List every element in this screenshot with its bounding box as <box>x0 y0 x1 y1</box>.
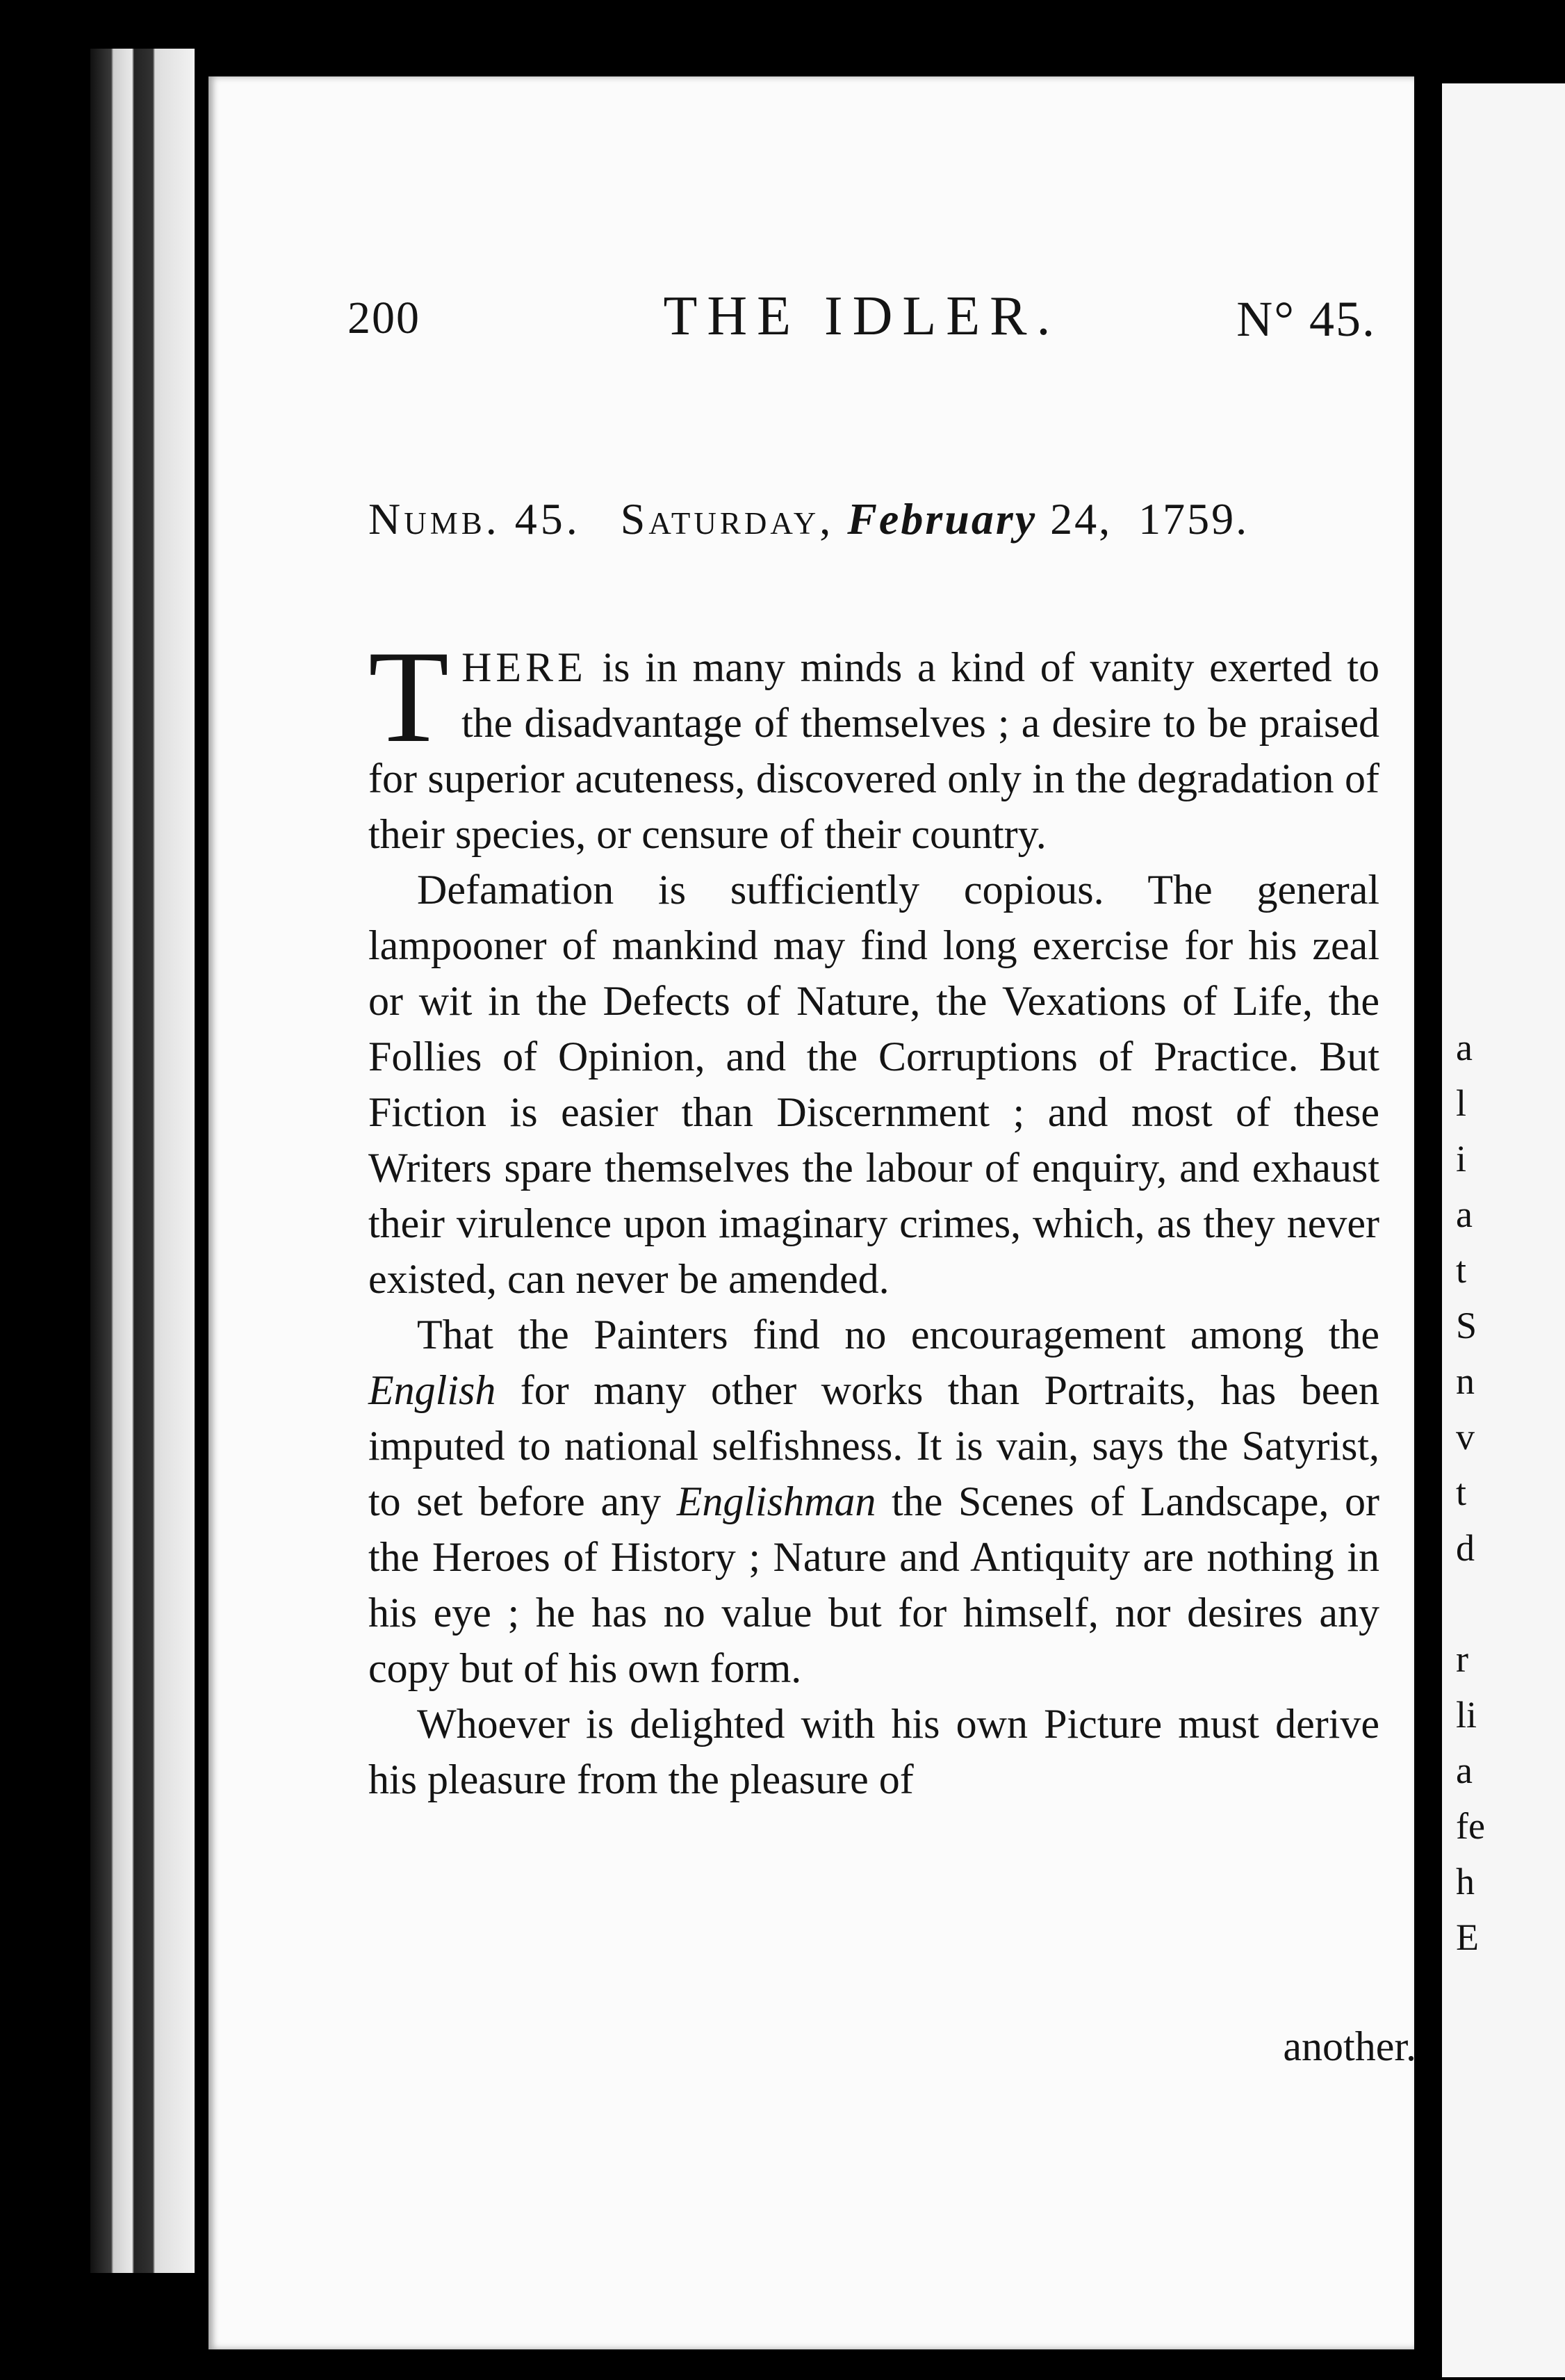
facing-page-fragment: a <box>1456 1027 1473 1068</box>
facing-page-fragment: E <box>1456 1916 1479 1958</box>
facing-page-fragment: i <box>1456 1138 1467 1180</box>
facing-page-fragment: a <box>1456 1193 1473 1235</box>
italic-englishman: Englishman <box>676 1478 876 1524</box>
paragraph-1 <box>368 624 1379 862</box>
weekday: Saturday, <box>620 494 835 544</box>
catchword: another. <box>1283 2023 1416 2069</box>
drop-cap: T <box>368 624 450 770</box>
facing-page-fragment: n <box>1456 1360 1475 1402</box>
month: February <box>847 494 1038 544</box>
year: 1759. <box>1138 494 1249 544</box>
italic-english: English <box>368 1367 496 1413</box>
day-number: 24, <box>1050 494 1113 544</box>
page-number: 200 <box>347 293 420 343</box>
book-edge <box>90 49 195 2273</box>
essay-body <box>368 624 1379 1807</box>
page-title: THE IDLER. <box>663 286 1060 347</box>
running-head <box>347 278 1376 354</box>
facing-page-fragment: l <box>1456 1082 1467 1124</box>
paragraph-3-text-a: That the Painters find no encouragement among the <box>417 1312 1379 1358</box>
facing-page-fragment: h <box>1456 1861 1475 1902</box>
issue-number: N° 45. <box>1236 291 1376 347</box>
facing-page-fragment: li <box>1456 1694 1477 1736</box>
paragraph-3-text-c: the Scenes of Landscape, or the Heroes of History ; Nature and Antiquity are nothing in his eye ; he has no value but for himself, nor desires any copy but of his own form. <box>368 1478 1379 1691</box>
paragraph-2: Defamation is sufficiently copious. The general lampooner of mankind may find long exercise for his zeal or wit in the Defects of Nature, the Vexations of Life, the Follies of Opinion, and the Corruptions of Practice. But Fiction is easier than Discernment ; and most of these Writers spare themselves the labour of enquiry, and exhaust their virulence upon imaginary crimes, which, as they never existed, can never be amended. <box>368 867 1379 1302</box>
paragraph-1-text: is in many minds a kind of vanity exerted to the disadvantage of themselves ; a desire to be praised for superior acuteness, discovered only in the degradation of their species, or censure of their country. <box>368 644 1379 857</box>
facing-page-fragment: a <box>1456 1750 1473 1791</box>
facing-page-fragment: t <box>1456 1249 1467 1291</box>
facing-page-fragment: t <box>1456 1472 1467 1513</box>
book-page <box>208 76 1414 2349</box>
issue-label: Numb. 45. <box>368 494 581 544</box>
dateline <box>368 494 1376 545</box>
facing-page-fragment: r <box>1456 1638 1468 1680</box>
paragraph-3-text-b: for many other works than Portraits, has been imputed to national selfishness. It is vain, says the Satyrist, to set before any <box>368 1367 1379 1524</box>
facing-page-fragment: S <box>1456 1305 1477 1346</box>
paragraph-4: Whoever is delighted with his own Picture must derive his pleasure from the pleasure of <box>368 1701 1379 1802</box>
facing-page-fragment: d <box>1456 1527 1475 1569</box>
opening-word: HERE <box>461 644 587 690</box>
paragraph-3 <box>368 1307 1379 1696</box>
facing-page-fragment: fe <box>1456 1805 1485 1847</box>
facing-page-fragment: v <box>1456 1416 1475 1458</box>
